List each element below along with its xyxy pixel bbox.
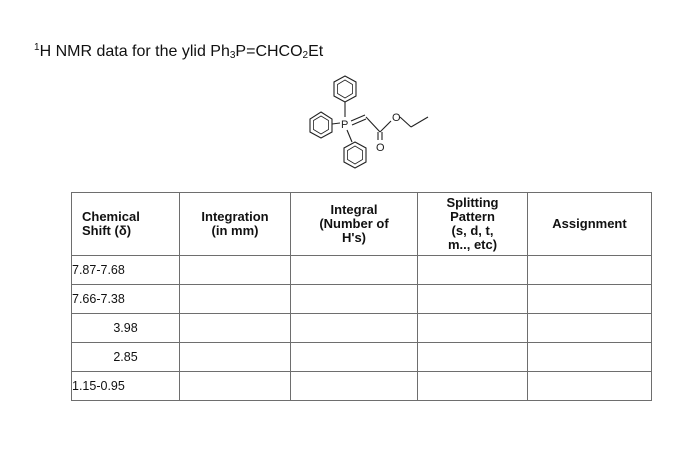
cell-integral[interactable]: [291, 256, 418, 285]
cell-integration[interactable]: [180, 256, 291, 285]
title-text-b: P=CHCO: [235, 43, 303, 60]
table-row: [72, 314, 652, 343]
cell-assignment[interactable]: [528, 256, 652, 285]
p-left-phenyl-bond: [332, 123, 340, 124]
cell-integral[interactable]: [291, 372, 418, 401]
cell-integration[interactable]: [180, 372, 291, 401]
cell-integral[interactable]: [291, 285, 418, 314]
cell-assignment[interactable]: [528, 314, 652, 343]
cell-assignment[interactable]: [528, 343, 652, 372]
cell-shift: 1.15-0.95: [72, 372, 180, 401]
ylid-structure-diagram: [290, 72, 450, 188]
table-row: [72, 256, 652, 285]
p-bottom-phenyl-bond: [347, 130, 352, 142]
title-superscript: 1: [34, 42, 40, 53]
cell-splitting[interactable]: [418, 343, 528, 372]
cell-splitting[interactable]: [418, 314, 528, 343]
ester-oxygen-label: O: [392, 112, 401, 124]
cell-shift: 2.85: [72, 343, 180, 372]
top-phenyl-inner-ring: [338, 80, 353, 98]
table-row: [72, 372, 652, 401]
title-text-a: H NMR data for the ylid Ph: [39, 43, 230, 60]
nmr-data-table: [71, 192, 652, 401]
header-integral: Integral (Number of H's): [291, 193, 418, 256]
cell-integration[interactable]: [180, 285, 291, 314]
header-chemical-shift: Chemical Shift (δ): [72, 193, 180, 256]
header-assignment: Assignment: [528, 193, 652, 256]
left-phenyl-inner-ring: [314, 116, 329, 134]
cell-integration[interactable]: [180, 343, 291, 372]
page-title: [34, 42, 323, 61]
cell-integral[interactable]: [291, 314, 418, 343]
cell-shift: 7.87-7.68: [72, 256, 180, 285]
cell-integral[interactable]: [291, 343, 418, 372]
header-integration: Integration (in mm): [180, 193, 291, 256]
ch2-ch3-bond: [411, 117, 428, 127]
cell-shift: 7.66-7.38: [72, 285, 180, 314]
cell-assignment[interactable]: [528, 372, 652, 401]
header-splitting-pattern: Splitting Pattern (s, d, t, m.., etc): [418, 193, 528, 256]
title-subscript-b: 2: [302, 50, 309, 61]
o-ch2-bond: [400, 117, 411, 127]
cell-splitting[interactable]: [418, 372, 528, 401]
cell-integration[interactable]: [180, 314, 291, 343]
cell-splitting[interactable]: [418, 285, 528, 314]
carbonyl-oxygen-label: O: [376, 142, 385, 154]
cell-shift: 3.98: [72, 314, 180, 343]
bottom-phenyl-inner-ring: [348, 146, 363, 164]
ch-carbonyl-bond: [366, 117, 380, 132]
cell-splitting[interactable]: [418, 256, 528, 285]
table-row: [72, 343, 652, 372]
cell-assignment[interactable]: [528, 285, 652, 314]
ester-c-o-bond: [380, 121, 391, 132]
title-subscript-a: 3: [229, 50, 236, 61]
table-row: [72, 285, 652, 314]
title-text-c: Et: [308, 43, 324, 60]
phosphorus-atom-label: P: [341, 119, 349, 131]
table-header-row: [72, 193, 652, 256]
